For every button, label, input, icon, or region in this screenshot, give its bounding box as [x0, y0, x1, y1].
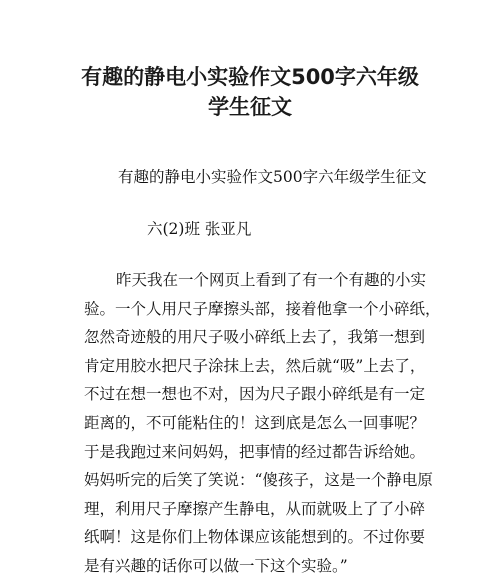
body-line: 距离的，不可能粘住的！这到底是怎么一回事呢？	[84, 413, 426, 432]
body-line: 验。一个人用尺子摩擦头部，接着他拿一个小碎纸，	[84, 299, 441, 318]
title-line-2: 学生征文	[208, 95, 292, 119]
body-line: 纸啊！这是你们上物体课应该能想到的。不过你要	[84, 528, 426, 547]
body-line: 是有兴趣的话你可以做一下这个实验。”	[84, 556, 348, 575]
title-line-1: 有趣的静电小实验作文500字六年级	[81, 65, 419, 89]
body-line: 忽然奇迹般的用尺子吸小碎纸上去了，我第一想到	[84, 328, 426, 347]
essay-body	[84, 266, 441, 581]
document-title	[40, 62, 460, 122]
author-line: 六(2)班 张亚凡	[147, 220, 252, 238]
body-line: 理，利用尺子摩擦产生静电，从而就吸上了了小碎	[84, 499, 426, 518]
body-line: 肯定用胶水把尺子涂抹上去，然后就“吸”上去了，	[84, 356, 426, 375]
essay-subtitle: 有趣的静电小实验作文500字六年级学生征文	[118, 168, 427, 186]
body-line: 昨天我在一个网页上看到了有一个有趣的小实	[116, 271, 427, 289]
body-line: 于是我跑过来问妈妈，把事情的经过都告诉给她。	[84, 442, 426, 461]
body-line: 不过在想一想也不对，因为尺子跟小碎纸是有一定	[84, 385, 426, 404]
body-line: 妈妈听完的后笑了笑说：“傻孩子，这是一个静电原	[84, 471, 433, 490]
